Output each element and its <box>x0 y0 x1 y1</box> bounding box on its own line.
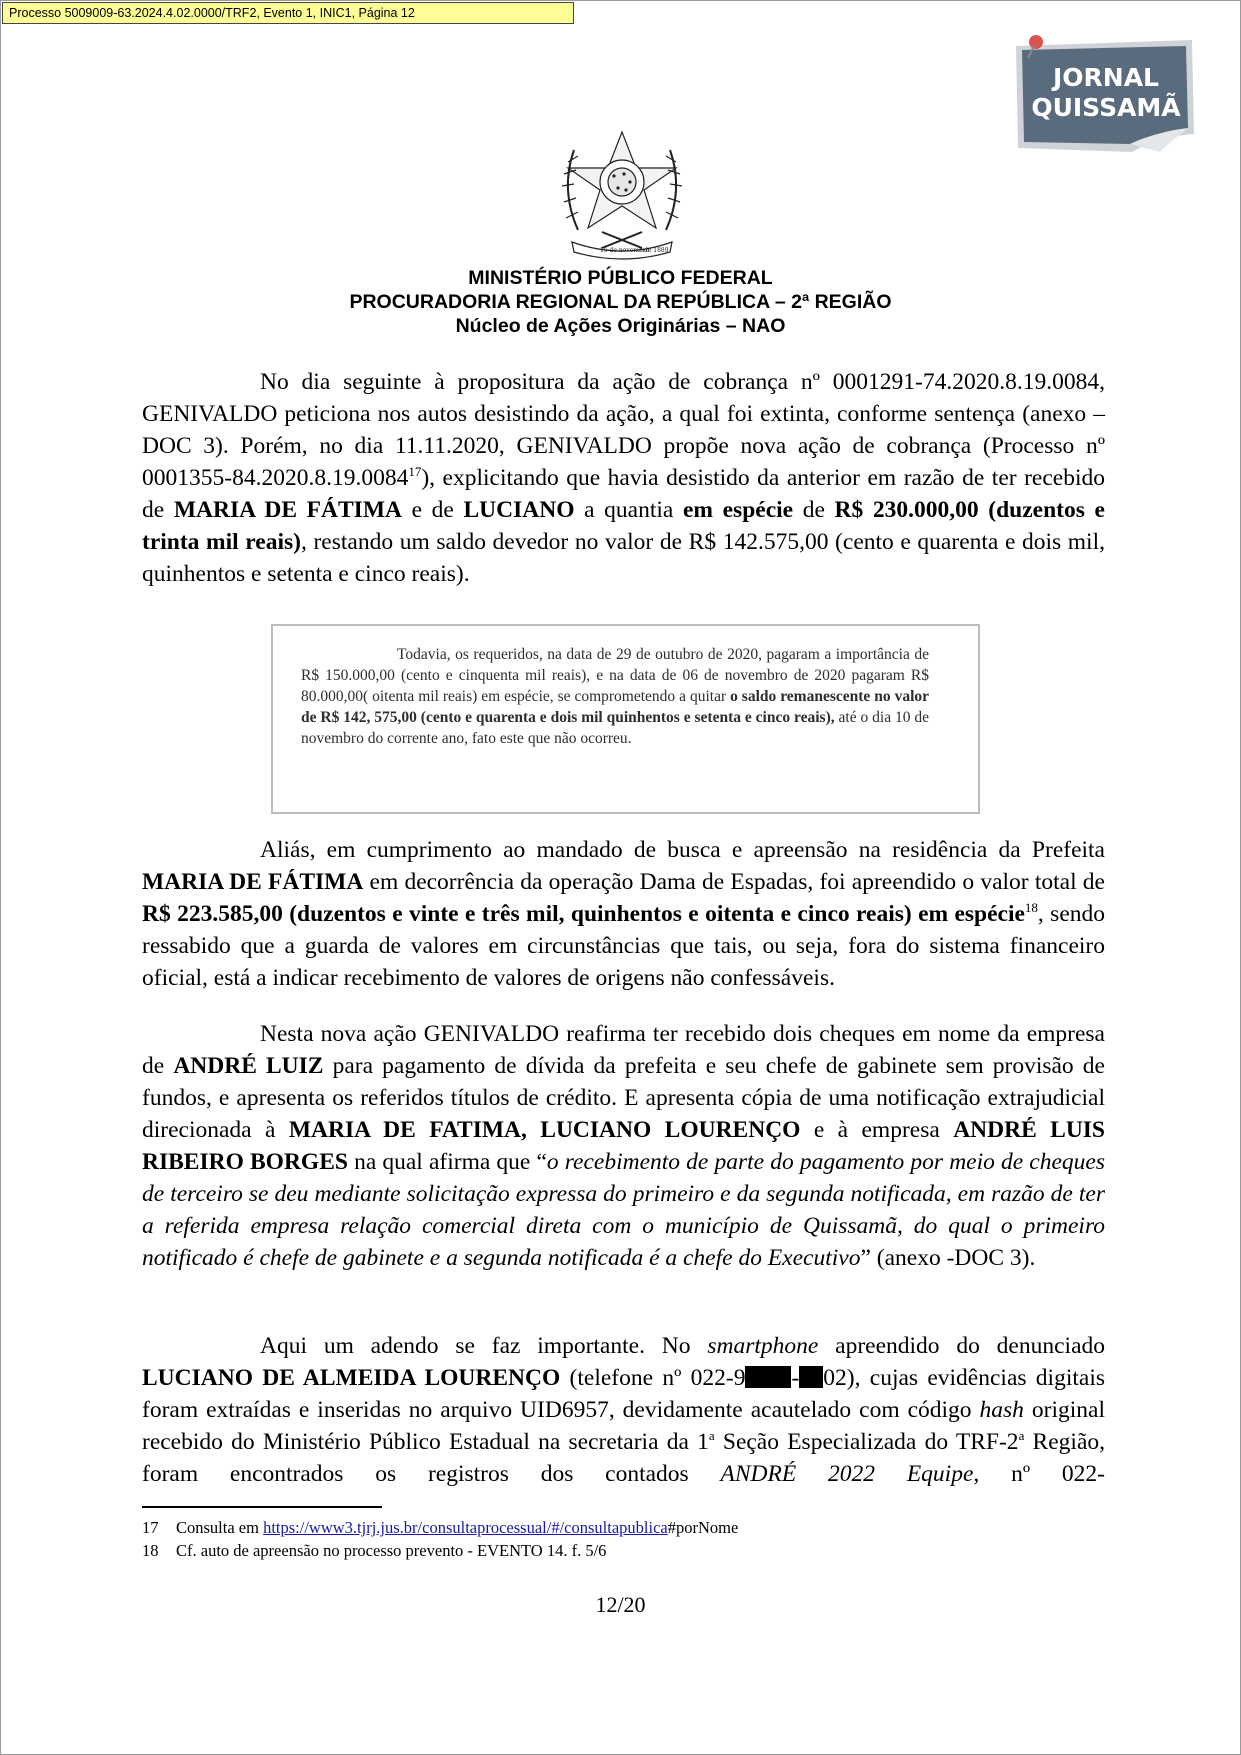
header-nucleo: Núcleo de Ações Originárias – NAO <box>455 315 786 337</box>
svg-text:de 1889: de 1889 <box>644 247 669 254</box>
footnote-ref-18[interactable]: 18 <box>1024 900 1038 916</box>
paragraph-1: No dia seguinte à propositura da ação de cobrança nº 0001291-74.2020.8.19.0084, GENIVALDO peticiona nos autos desistindo da ação, a qual foi extinta, conforme sentença (anexo – DOC 3). Porém, no dia 11.11.2020, GENIVALDO propõe nova ação de cobrança (Processo nº 0001355-84.2020.8.19.0084$^{17}$), explicitando que havia desistido da anterior em razão de ter recebido de MARIA DE FÁTIMA e de LUCIANO a quantia em espécie de R$ 230.000,00 (duzentos e trinta mil reais), restando um saldo devedor no valor de R$ 142.575,00 (cento e quarenta e dois mil, quinhentos e setenta e cinco reais). <box>142 369 1105 587</box>
header-procuradoria: PROCURADORIA REGIONAL DA REPÚBLICA – 2ª REGIÃO <box>349 291 892 313</box>
footnote-ref-17[interactable]: 17 <box>408 464 422 480</box>
svg-text:QUISSAMÃ: QUISSAMÃ <box>1031 93 1181 122</box>
process-stamp: Processo 5009009-63.2024.4.02.0000/TRF2, Evento 1, INIC1, Página 12 <box>2 2 574 24</box>
jornal-quissama-logo <box>1010 30 1200 158</box>
footnote-18: 18 Cf. auto de apreensão no processo prevento - EVENTO 14. f. 5/6 <box>142 1541 607 1560</box>
brazil-coat-of-arms-emblem <box>552 120 692 265</box>
footnote-link[interactable]: https://www3.tjrj.jus.br/consultaprocessual/#/consultapublica <box>263 1518 668 1537</box>
svg-text:15 de novembro: 15 de novembro <box>600 247 650 254</box>
page-number: 12/20 <box>595 1592 646 1617</box>
footnote-17: 17 Consulta em https://www3.tjrj.jus.br/consultaprocessual/#/consultapublica#porNome <box>142 1518 739 1537</box>
redaction-block <box>799 1366 823 1388</box>
paragraph-2: Aliás, em cumprimento ao mandado de busca e apreensão na residência da Prefeita MARIA DE FÁTIMA em decorrência da operação Dama de Espadas, foi apreendido o valor total de R$ 223.585,00 (duzentos e vinte e três mil, quinhentos e oitenta e cinco reais) em espécie$^{18}$, sendo ressabido que a guarda de valores em circunstâncias que tais, ou seja, fora do sistema financeiro oficial, está a indicar recebimento de valores de origens não confessáveis. <box>142 837 1105 991</box>
redaction-block <box>745 1366 791 1388</box>
paragraph-3: Nesta nova ação GENIVALDO reafirma ter recebido dois cheques em nome da empresa de ANDRÉ LUIZ para pagamento de dívida da prefeita e seu chefe de gabinete sem provisão de fundos, e apresenta os referidos títulos de crédito. E apresenta cópia de uma notificação extrajudicial direcionada à MARIA DE FATIMA, LUCIANO LOURENÇO e à empresa ANDRÉ LUIS RIBEIRO BORGES na qual afirma que “o recebimento de parte do pagamento por meio de cheques de terceiro se deu mediante solicitação expressa do primeiro e da segunda notificada, em razão de ter a referida empresa relação comercial direta com o município de Quissamã, do qual o primeiro notificado é chefe de gabinete e a segunda notificada é a chefe do Executivo” (anexo -DOC 3). <box>142 1021 1105 1271</box>
paragraph-4: Aqui um adendo se faz importante. No smartphone apreendido do denunciado LUCIANO DE ALMEIDA LOURENÇO (telefone nº 022-9 - 02), cujas evidências digitais foram extraídas e inseridas no arquivo UID6957, devidamente acautelado com código hash original recebido do Ministério Público Estadual na secretaria da 1$^a$ Seção Especializada do TRF-2$^a$ Região, foram encontrados os registros dos contados ANDRÉ 2022 Equipe, nº 022- <box>142 1333 1106 1487</box>
svg-text:JORNAL: JORNAL <box>1052 63 1160 92</box>
footnotes <box>142 1516 1142 1562</box>
document-header <box>0 266 1241 338</box>
quoted-excerpt-image: Todavia, os requeridos, na data de 29 de outubro de 2020, pagaram a importância de R$ 150.000,00 (cento e cinquenta mil reais), e na data de 06 de novembro de 2020 pagaram R$ 80.000,00( oitenta mil reais) em espécie, se comprometendo a quitar o saldo remanescente no valor de R$ 142, 575,00 (cento e quarenta e dois mil quinhentos e setenta e cinco reais), até o dia 10 de novembro do corrente ano, fato este que não ocorreu. <box>271 624 980 814</box>
footnote-separator <box>142 1506 382 1508</box>
header-ministry: MINISTÉRIO PÚBLICO FEDERAL <box>468 267 773 289</box>
